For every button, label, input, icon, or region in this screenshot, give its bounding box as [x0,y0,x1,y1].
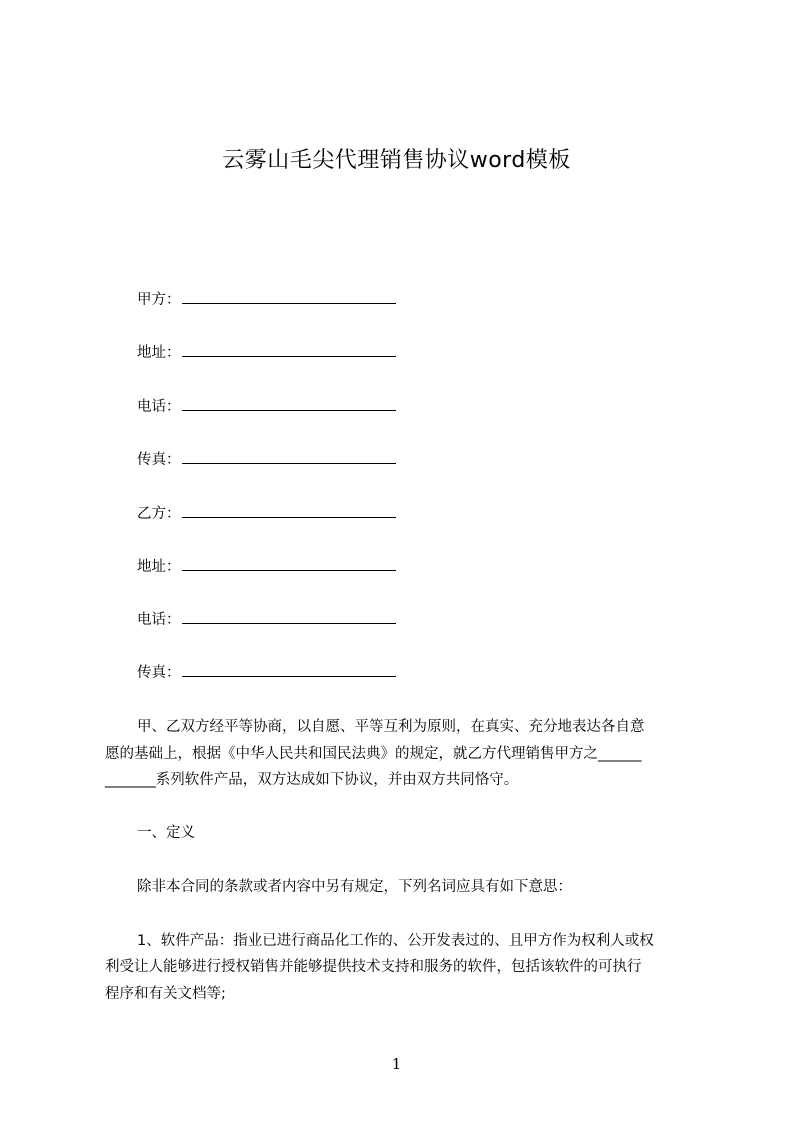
blank-line [182,449,396,464]
field-label: 地址： [137,559,181,575]
field-label: 传真： [137,452,181,468]
party-a-field [137,289,396,311]
item1-line-2: 利受让人能够进行授权销售并能够提供技术支持和服务的软件，包括该软件的可执行 [105,959,642,975]
field-label: 乙方： [137,506,181,522]
party-b-address-field [137,556,396,578]
blank-line [182,609,396,624]
blank-line [182,556,396,571]
party-a-fax-field [137,449,396,471]
party-b-field [137,503,396,525]
blank-line [182,503,396,518]
intro-line-1: 甲、乙双方经平等协商，以自愿、平等互利为原则，在真实、充分地表达各自意 [137,719,645,735]
blank-line [182,342,396,357]
intro-line-2: 愿的基础上，根据《中华人民共和国民法典》的规定，就乙方代理销售甲方之______ [105,746,642,762]
party-a-phone-field [137,396,396,418]
blank-line [182,662,396,677]
party-b-fax-field [137,662,396,684]
field-label: 甲方： [137,292,181,308]
party-a-address-field [137,342,396,364]
page-number: 1 [391,1055,402,1073]
section-heading: 一、定义 [137,825,195,841]
field-label: 电话： [137,612,181,628]
item1-line-3: 程序和有关文档等; [105,986,226,1002]
blank-line [182,396,396,411]
field-label: 电话： [137,399,181,415]
blank-line [182,289,396,304]
party-b-phone-field [137,609,396,631]
document-title: 云雾山毛尖代理销售协议word模板 [222,148,571,173]
section-intro: 除非本合同的条款或者内容中另有规定，下列名词应具有如下意思： [137,879,572,895]
item1-line-1: 1、软件产品：指业已进行商品化工作的、公开发表过的、且甲方作为权利人或权 [137,933,654,949]
field-label: 传真： [137,665,181,681]
intro-line-3: _______系列软件产品，双方达成如下协议，并由双方共同恪守。 [105,772,519,788]
field-label: 地址： [137,345,181,361]
